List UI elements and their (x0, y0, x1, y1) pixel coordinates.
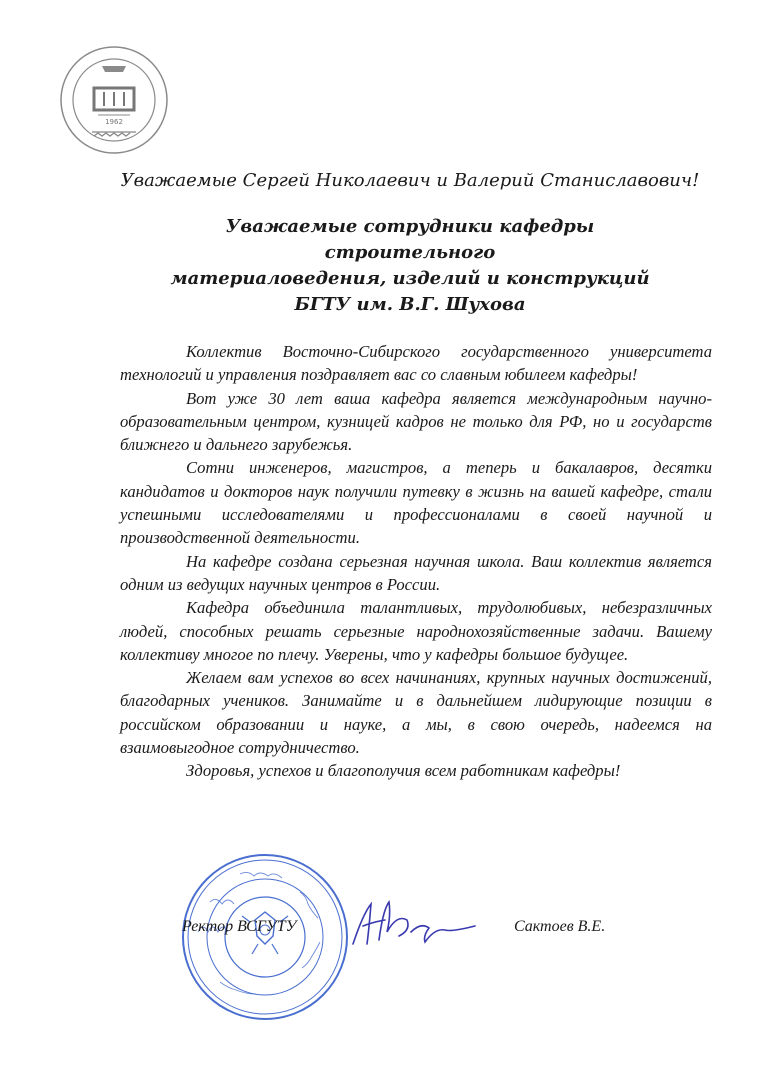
handwritten-signature (345, 896, 495, 956)
heading-line-2: материаловедения, изделий и конструкций (170, 268, 650, 290)
paragraph: Вот уже 30 лет ваша кафедра является международным научно-образовательным центром, кузницей кадров не только для РФ, но и государств ближнего и дальнего зарубежья. (120, 388, 712, 455)
paragraph: Кафедра объединила талантливых, трудолюбивых, небезразличных людей, способных решать серьезные народнохозяйственные задачи. Вашему коллективу многое по плечу. Уверены, что у кафедры большое будущее. (120, 598, 712, 664)
paragraph: Здоровья, успехов и благополучия всем работникам кафедры! (186, 761, 621, 781)
paragraph: Коллектив Восточно-Сибирского государственного университета технологий и управления поздравляет вас со славным юбилеем кафедры! (120, 342, 712, 385)
official-seal (180, 852, 350, 1022)
heading (140, 214, 680, 318)
letter-body (120, 340, 712, 783)
signatory-name: Сактоев В.Е. (514, 918, 606, 935)
signatory-title: Ректор ВСГУТУ (182, 918, 297, 935)
greeting: Уважаемые Сергей Николаевич и Валерий Станиславович! (120, 170, 700, 191)
heading-line-3: БГТУ им. В.Г. Шухова (294, 294, 526, 316)
heading-line-1: Уважаемые сотрудники кафедры строительного (225, 216, 595, 264)
paragraph: Желаем вам успехов во всех начинаниях, крупных научных достижений, благодарных учеников. Занимайте и в дальнейшем лидирующие позиции в российском образовании и науке, а мы, в свою очередь, надеемся на взаимовыгодное сотрудничество. (120, 668, 712, 758)
paragraph: Сотни инженеров, магистров, а теперь и бакалавров, десятки кандидатов и докторов наук получили путевку в жизнь на вашей кафедре, стали успешными исследователями и профессионалами в своей научной и производственной деятельности. (120, 458, 712, 548)
logo-year: 1962 (105, 118, 123, 126)
university-logo (58, 44, 170, 156)
paragraph: На кафедре создана серьезная научная школа. Ваш коллектив является одним из ведущих научных центров в России. (120, 551, 712, 594)
